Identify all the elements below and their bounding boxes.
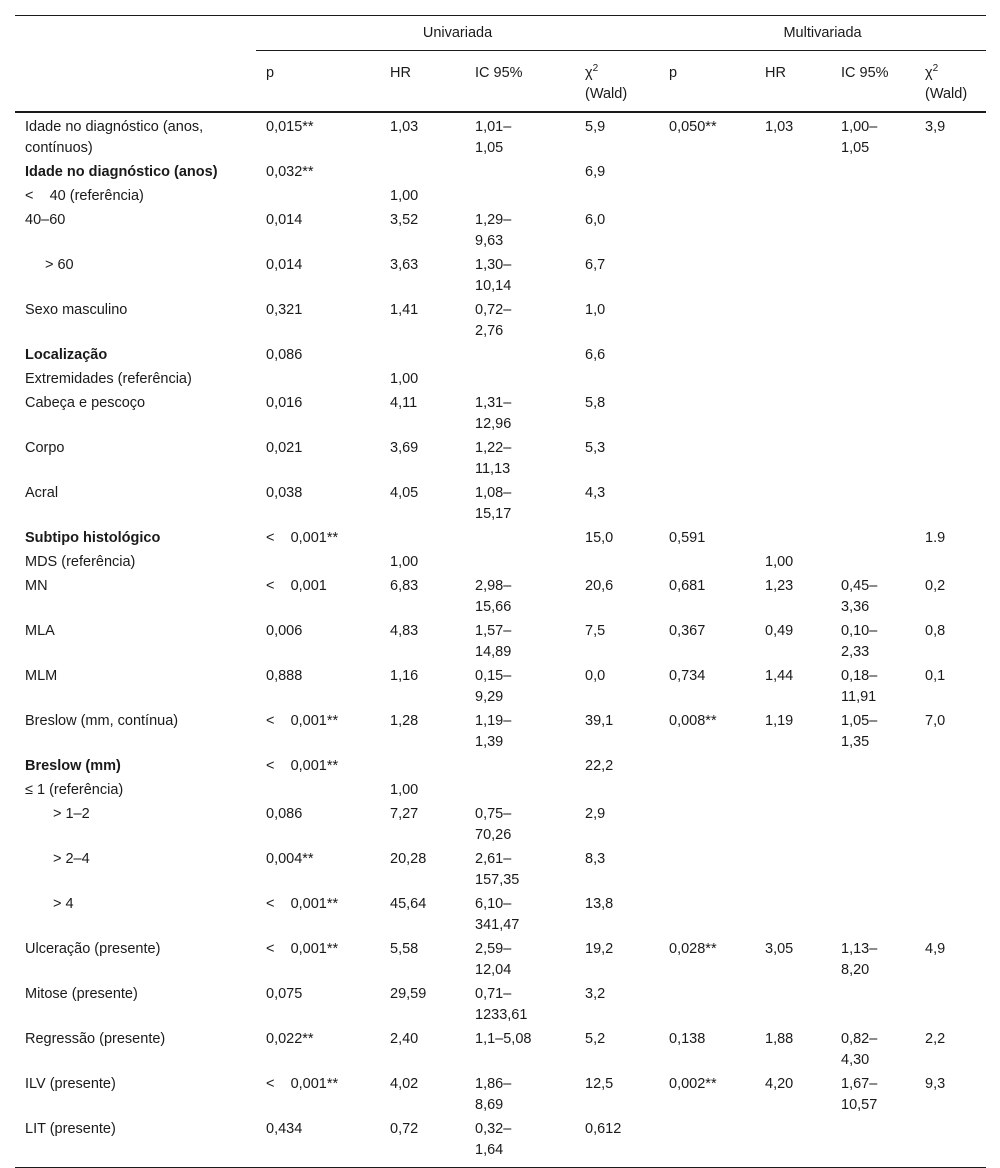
cell-uni-chi: 6,9 <box>585 164 606 180</box>
cell-uni-hr <box>380 754 465 778</box>
cell-uni-hr: 0,72 <box>380 1117 465 1168</box>
cell-uni-p: 0,075 <box>266 986 303 1002</box>
cell-uni-ci: 0,15– 9,29 <box>475 668 512 705</box>
column-header-uni-p: p <box>256 57 380 112</box>
column-header-stub <box>15 57 256 112</box>
cell-multi-chi <box>915 550 986 574</box>
hazard-ratio-table <box>15 15 986 1168</box>
table-row <box>15 298 986 343</box>
cell-multi-chi <box>915 160 986 184</box>
table-row <box>15 802 986 847</box>
row-label: Regressão (presente) <box>25 1031 166 1047</box>
row-label: Sexo masculino <box>25 302 128 318</box>
cell-multi-chi: 1.9 <box>925 530 946 546</box>
cell-multi-p <box>659 208 755 253</box>
cell-uni-hr: 29,59 <box>390 986 427 1002</box>
cell-multi-p: 0,681 <box>669 578 706 594</box>
cell-multi-ci <box>831 208 915 253</box>
row-label: 40–60 <box>25 212 66 228</box>
cell-multi-hr <box>755 847 831 892</box>
table-row <box>15 391 986 436</box>
cell-multi-chi <box>915 778 986 802</box>
cell-multi-chi: 7,0 <box>925 713 946 729</box>
cell-uni-p: 0,006 <box>266 623 303 639</box>
cell-multi-hr <box>755 778 831 802</box>
cell-uni-hr: 1,16 <box>390 668 419 684</box>
cell-multi-p <box>659 481 755 526</box>
cell-multi-hr <box>755 436 831 481</box>
cell-uni-ci: 0,75– 70,26 <box>475 806 512 843</box>
cell-uni-ci <box>465 367 575 391</box>
cell-multi-ci: 1,67– 10,57 <box>841 1076 878 1113</box>
row-label: > 4 <box>53 896 74 912</box>
cell-uni-hr: 3,52 <box>390 212 419 228</box>
row-label: Localização <box>25 347 108 363</box>
cell-multi-p <box>659 802 755 847</box>
cell-multi-chi <box>915 754 986 778</box>
results-table-container <box>15 15 986 1168</box>
cell-multi-hr: 0,49 <box>765 623 794 639</box>
row-label: MLA <box>25 623 55 639</box>
cell-uni-chi: 5,2 <box>585 1031 606 1047</box>
cell-multi-ci <box>831 778 915 802</box>
cell-uni-p: 0,014 <box>266 257 303 273</box>
cell-uni-chi: 15,0 <box>585 530 614 546</box>
cell-multi-p: 0,050** <box>669 119 717 135</box>
cell-multi-chi <box>915 982 986 1027</box>
cell-uni-chi: 0,0 <box>585 668 606 684</box>
cell-uni-p: 0,032** <box>266 164 314 180</box>
row-label: ≤ 1 (referência) <box>25 782 124 798</box>
cell-multi-hr <box>755 892 831 937</box>
cell-multi-ci <box>831 802 915 847</box>
row-label: > 2–4 <box>53 851 90 867</box>
cell-multi-p <box>659 778 755 802</box>
cell-multi-ci <box>831 1117 915 1168</box>
cell-multi-chi <box>915 802 986 847</box>
cell-uni-ci: 1,08– 15,17 <box>475 485 512 522</box>
cell-multi-p <box>659 184 755 208</box>
table-row <box>15 1072 986 1117</box>
cell-multi-p <box>659 436 755 481</box>
cell-uni-chi: 4,3 <box>585 485 606 501</box>
cell-uni-ci: 1,01– 1,05 <box>475 119 512 156</box>
cell-uni-p: 0,015** <box>266 119 314 135</box>
cell-uni-hr: 1,00 <box>390 188 419 204</box>
table-row <box>15 709 986 754</box>
cell-uni-p: 0,434 <box>256 1117 380 1168</box>
table-row <box>15 160 986 184</box>
row-label: Ulceração (presente) <box>25 941 161 957</box>
cell-uni-p: 0,016 <box>266 395 303 411</box>
cell-multi-chi <box>915 367 986 391</box>
cell-multi-ci <box>831 754 915 778</box>
cell-uni-hr: 3,63 <box>390 257 419 273</box>
cell-uni-hr: 7,27 <box>390 806 419 822</box>
cell-uni-ci: 1,29– 9,63 <box>475 212 512 249</box>
cell-uni-ci <box>465 526 575 550</box>
cell-uni-ci <box>465 160 575 184</box>
cell-multi-hr <box>755 526 831 550</box>
cell-multi-chi <box>915 253 986 298</box>
cell-multi-ci: 1,13– 8,20 <box>841 941 878 978</box>
cell-multi-chi <box>915 1117 986 1168</box>
cell-multi-p <box>659 367 755 391</box>
row-label: > 1–2 <box>53 806 90 822</box>
cell-uni-hr: 20,28 <box>390 851 427 867</box>
row-label: Extremidades (referência) <box>25 371 192 387</box>
cell-multi-hr: 4,20 <box>765 1076 794 1092</box>
table-row <box>15 1027 986 1072</box>
column-header-uni-ci: IC 95% <box>465 57 575 112</box>
table-row <box>15 937 986 982</box>
cell-multi-hr <box>755 253 831 298</box>
cell-multi-ci <box>831 436 915 481</box>
cell-multi-p <box>659 892 755 937</box>
cell-uni-ci <box>465 184 575 208</box>
cell-multi-p: 0,008** <box>669 713 717 729</box>
cell-multi-chi <box>915 892 986 937</box>
cell-uni-hr: 3,69 <box>390 440 419 456</box>
cell-multi-chi <box>915 208 986 253</box>
row-label: ILV (presente) <box>25 1076 116 1092</box>
cell-multi-chi <box>915 481 986 526</box>
cell-uni-ci: 2,98– 15,66 <box>475 578 512 615</box>
cell-multi-hr <box>755 802 831 847</box>
table-row <box>15 112 986 160</box>
cell-uni-hr <box>380 160 465 184</box>
row-label: Corpo <box>25 440 65 456</box>
cell-multi-chi: 2,2 <box>925 1031 946 1047</box>
cell-multi-hr <box>755 754 831 778</box>
cell-multi-hr <box>755 481 831 526</box>
cell-uni-p: 0,038 <box>266 485 303 501</box>
cell-multi-p <box>659 550 755 574</box>
cell-uni-chi <box>575 550 659 574</box>
cell-multi-chi: 0,2 <box>925 578 946 594</box>
table-row <box>15 778 986 802</box>
cell-multi-ci <box>831 160 915 184</box>
cell-multi-chi <box>915 436 986 481</box>
table-row <box>15 619 986 664</box>
group-header-multivariate: Multivariada <box>659 23 986 51</box>
cell-uni-chi: 3,2 <box>585 986 606 1002</box>
cell-uni-p: 0,086 <box>266 347 303 363</box>
cell-multi-hr: 3,05 <box>765 941 794 957</box>
cell-uni-hr: 6,83 <box>390 578 419 594</box>
table-row <box>15 436 986 481</box>
cell-multi-hr: 1,03 <box>765 119 794 135</box>
cell-uni-ci <box>465 550 575 574</box>
column-header-multi-p: p <box>659 57 755 112</box>
cell-uni-p: 0,014 <box>266 212 303 228</box>
cell-multi-ci: 0,82– 4,30 <box>841 1031 878 1068</box>
cell-uni-ci <box>465 754 575 778</box>
cell-multi-ci: 0,45– 3,36 <box>841 578 878 615</box>
cell-multi-ci <box>831 367 915 391</box>
cell-uni-p: < 0,001** <box>266 758 339 774</box>
cell-multi-ci <box>831 253 915 298</box>
row-label: MN <box>25 578 48 594</box>
cell-multi-hr: 1,88 <box>765 1031 794 1047</box>
cell-uni-chi: 12,5 <box>585 1076 614 1092</box>
cell-multi-ci <box>831 481 915 526</box>
cell-uni-hr: 4,83 <box>390 623 419 639</box>
stub-header <box>15 16 256 58</box>
cell-uni-chi: 6,6 <box>585 347 606 363</box>
cell-uni-chi: 0,612 <box>575 1117 659 1168</box>
cell-uni-ci: 1,19– 1,39 <box>475 713 512 750</box>
cell-multi-hr: 1,44 <box>765 668 794 684</box>
cell-uni-chi: 22,2 <box>585 758 614 774</box>
cell-multi-p <box>659 982 755 1027</box>
cell-multi-p: 0,734 <box>669 668 706 684</box>
cell-multi-ci <box>831 391 915 436</box>
cell-multi-p: 0,138 <box>669 1031 706 1047</box>
cell-uni-p: 0,888 <box>266 668 303 684</box>
table-row <box>15 574 986 619</box>
cell-uni-chi: 13,8 <box>585 896 614 912</box>
cell-uni-p: < 0,001** <box>266 530 339 546</box>
row-label: Idade no diagnóstico (anos) <box>25 164 218 180</box>
cell-uni-p: 0,321 <box>266 302 303 318</box>
row-label: LIT (presente) <box>15 1117 256 1168</box>
cell-uni-ci: 1,86– 8,69 <box>475 1076 512 1113</box>
cell-multi-ci: 1,05– 1,35 <box>841 713 878 750</box>
cell-uni-ci: 0,72– 2,76 <box>475 302 512 339</box>
cell-multi-p <box>659 754 755 778</box>
cell-multi-hr <box>755 391 831 436</box>
cell-uni-chi: 19,2 <box>585 941 614 957</box>
table-row <box>15 526 986 550</box>
cell-uni-chi: 6,0 <box>585 212 606 228</box>
group-header-row <box>15 16 986 58</box>
cell-uni-ci: 2,61– 157,35 <box>475 851 520 888</box>
cell-multi-chi: 9,3 <box>925 1076 946 1092</box>
row-label: Subtipo histológico <box>25 530 161 546</box>
cell-multi-ci <box>831 982 915 1027</box>
cell-uni-chi: 5,3 <box>585 440 606 456</box>
cell-uni-hr: 1,00 <box>390 554 419 570</box>
cell-uni-chi <box>575 184 659 208</box>
cell-uni-ci <box>465 343 575 367</box>
cell-multi-hr: 1,00 <box>765 554 794 570</box>
cell-multi-p: 0,002** <box>669 1076 717 1092</box>
cell-uni-p <box>256 778 380 802</box>
cell-uni-chi <box>575 778 659 802</box>
cell-uni-ci: 1,22– 11,13 <box>475 440 512 477</box>
cell-multi-ci: 0,18– 11,91 <box>841 668 878 705</box>
cell-uni-ci: 6,10– 341,47 <box>475 896 520 933</box>
row-label: Breslow (mm) <box>25 758 121 774</box>
cell-uni-hr <box>380 526 465 550</box>
cell-uni-ci <box>465 778 575 802</box>
row-label: Cabeça e pescoço <box>25 395 146 411</box>
table-row <box>15 343 986 367</box>
cell-multi-chi: 4,9 <box>925 941 946 957</box>
cell-multi-hr <box>755 343 831 367</box>
cell-multi-hr: 1,23 <box>765 578 794 594</box>
cell-multi-hr <box>755 982 831 1027</box>
row-label: < 40 (referência) <box>25 188 144 204</box>
table-row <box>15 1117 986 1168</box>
table-row <box>15 754 986 778</box>
cell-uni-chi: 8,3 <box>585 851 606 867</box>
table-row <box>15 892 986 937</box>
cell-multi-hr <box>755 160 831 184</box>
table-row <box>15 664 986 709</box>
cell-multi-p <box>659 253 755 298</box>
cell-uni-p: < 0,001** <box>266 1076 339 1092</box>
cell-multi-ci <box>831 184 915 208</box>
cell-uni-chi: 6,7 <box>585 257 606 273</box>
cell-uni-ci: 1,1–5,08 <box>475 1031 532 1047</box>
cell-uni-p: 0,086 <box>266 806 303 822</box>
cell-uni-chi: 1,0 <box>585 302 606 318</box>
row-label: Mitose (presente) <box>25 986 138 1002</box>
cell-uni-hr: 2,40 <box>390 1031 419 1047</box>
cell-multi-p <box>659 1117 755 1168</box>
cell-multi-chi: 3,9 <box>925 119 946 135</box>
cell-uni-hr <box>380 343 465 367</box>
cell-uni-ci: 1,30– 10,14 <box>475 257 512 294</box>
cell-multi-p: 0,591 <box>669 530 706 546</box>
cell-multi-ci <box>831 298 915 343</box>
cell-uni-p: < 0,001** <box>266 713 339 729</box>
table-row <box>15 253 986 298</box>
cell-multi-chi: 0,1 <box>925 668 946 684</box>
cell-multi-chi <box>915 298 986 343</box>
cell-multi-ci <box>831 343 915 367</box>
cell-multi-p <box>659 391 755 436</box>
cell-multi-hr <box>755 1117 831 1168</box>
cell-uni-chi: 20,6 <box>585 578 614 594</box>
column-header-row <box>15 57 986 112</box>
column-header-uni-chi: $\chi^2$ (Wald) <box>575 57 659 112</box>
row-label: > 60 <box>45 257 74 273</box>
cell-multi-hr: 1,19 <box>765 713 794 729</box>
cell-uni-p <box>256 550 380 574</box>
cell-multi-chi <box>915 391 986 436</box>
cell-multi-hr <box>755 184 831 208</box>
cell-multi-hr <box>755 298 831 343</box>
column-header-multi-hr: HR <box>755 57 831 112</box>
table-body <box>15 112 986 1168</box>
row-label: Acral <box>25 485 59 501</box>
cell-uni-hr: 1,00 <box>390 782 419 798</box>
cell-uni-ci: 1,57– 14,89 <box>475 623 512 660</box>
cell-uni-p: < 0,001** <box>266 941 339 957</box>
cell-uni-ci: 2,59– 12,04 <box>475 941 512 978</box>
cell-uni-hr: 1,28 <box>390 713 419 729</box>
table-row <box>15 550 986 574</box>
cell-uni-hr: 1,03 <box>390 119 419 135</box>
cell-multi-ci <box>831 847 915 892</box>
row-label: Idade no diagnóstico (anos, contínuos) <box>25 119 208 156</box>
cell-multi-p <box>659 298 755 343</box>
cell-uni-chi <box>575 367 659 391</box>
cell-uni-p: 0,021 <box>266 440 303 456</box>
table-row <box>15 367 986 391</box>
cell-uni-ci: 0,32– 1,64 <box>465 1117 575 1168</box>
table-row <box>15 982 986 1027</box>
column-header-multi-chi: $\chi^2$ (Wald) <box>915 57 986 112</box>
cell-multi-p <box>659 847 755 892</box>
cell-multi-p: 0,028** <box>669 941 717 957</box>
cell-multi-hr <box>755 208 831 253</box>
cell-uni-p: < 0,001** <box>266 896 339 912</box>
cell-uni-ci: 1,31– 12,96 <box>475 395 512 432</box>
cell-uni-chi: 39,1 <box>585 713 614 729</box>
table-row <box>15 184 986 208</box>
cell-uni-ci: 0,71– 1233,61 <box>475 986 528 1023</box>
cell-uni-p: 0,022** <box>266 1031 314 1047</box>
table-row <box>15 481 986 526</box>
cell-uni-hr: 4,05 <box>390 485 419 501</box>
cell-multi-ci: 1,00– 1,05 <box>841 119 878 156</box>
cell-uni-hr: 1,41 <box>390 302 419 318</box>
cell-uni-chi: 7,5 <box>585 623 606 639</box>
cell-multi-chi: 0,8 <box>925 623 946 639</box>
cell-multi-chi <box>915 847 986 892</box>
cell-uni-hr: 1,00 <box>390 371 419 387</box>
row-label: MLM <box>25 668 58 684</box>
cell-uni-p: 0,004** <box>266 851 314 867</box>
row-label: MDS (referência) <box>25 554 136 570</box>
cell-multi-ci <box>831 892 915 937</box>
column-header-uni-hr: HR <box>380 57 465 112</box>
cell-uni-chi: 2,9 <box>585 806 606 822</box>
group-header-univariate: Univariada <box>256 23 659 51</box>
row-label: Breslow (mm, contínua) <box>25 713 179 729</box>
table-row <box>15 208 986 253</box>
cell-multi-chi <box>915 184 986 208</box>
cell-uni-hr: 5,58 <box>390 941 419 957</box>
cell-uni-chi: 5,9 <box>585 119 606 135</box>
cell-multi-p: 0,367 <box>669 623 706 639</box>
cell-uni-p <box>256 184 380 208</box>
column-header-multi-ci: IC 95% <box>831 57 915 112</box>
cell-uni-p <box>256 367 380 391</box>
cell-uni-hr: 45,64 <box>390 896 427 912</box>
table-row <box>15 847 986 892</box>
cell-multi-p <box>659 160 755 184</box>
cell-multi-ci <box>831 526 915 550</box>
cell-uni-p: < 0,001 <box>266 578 327 594</box>
cell-multi-hr <box>755 367 831 391</box>
cell-uni-hr: 4,02 <box>390 1076 419 1092</box>
cell-multi-ci <box>831 550 915 574</box>
cell-uni-chi: 5,8 <box>585 395 606 411</box>
cell-uni-hr: 4,11 <box>390 395 418 411</box>
cell-multi-p <box>659 343 755 367</box>
cell-multi-ci: 0,10– 2,33 <box>841 623 878 660</box>
cell-multi-chi <box>915 343 986 367</box>
